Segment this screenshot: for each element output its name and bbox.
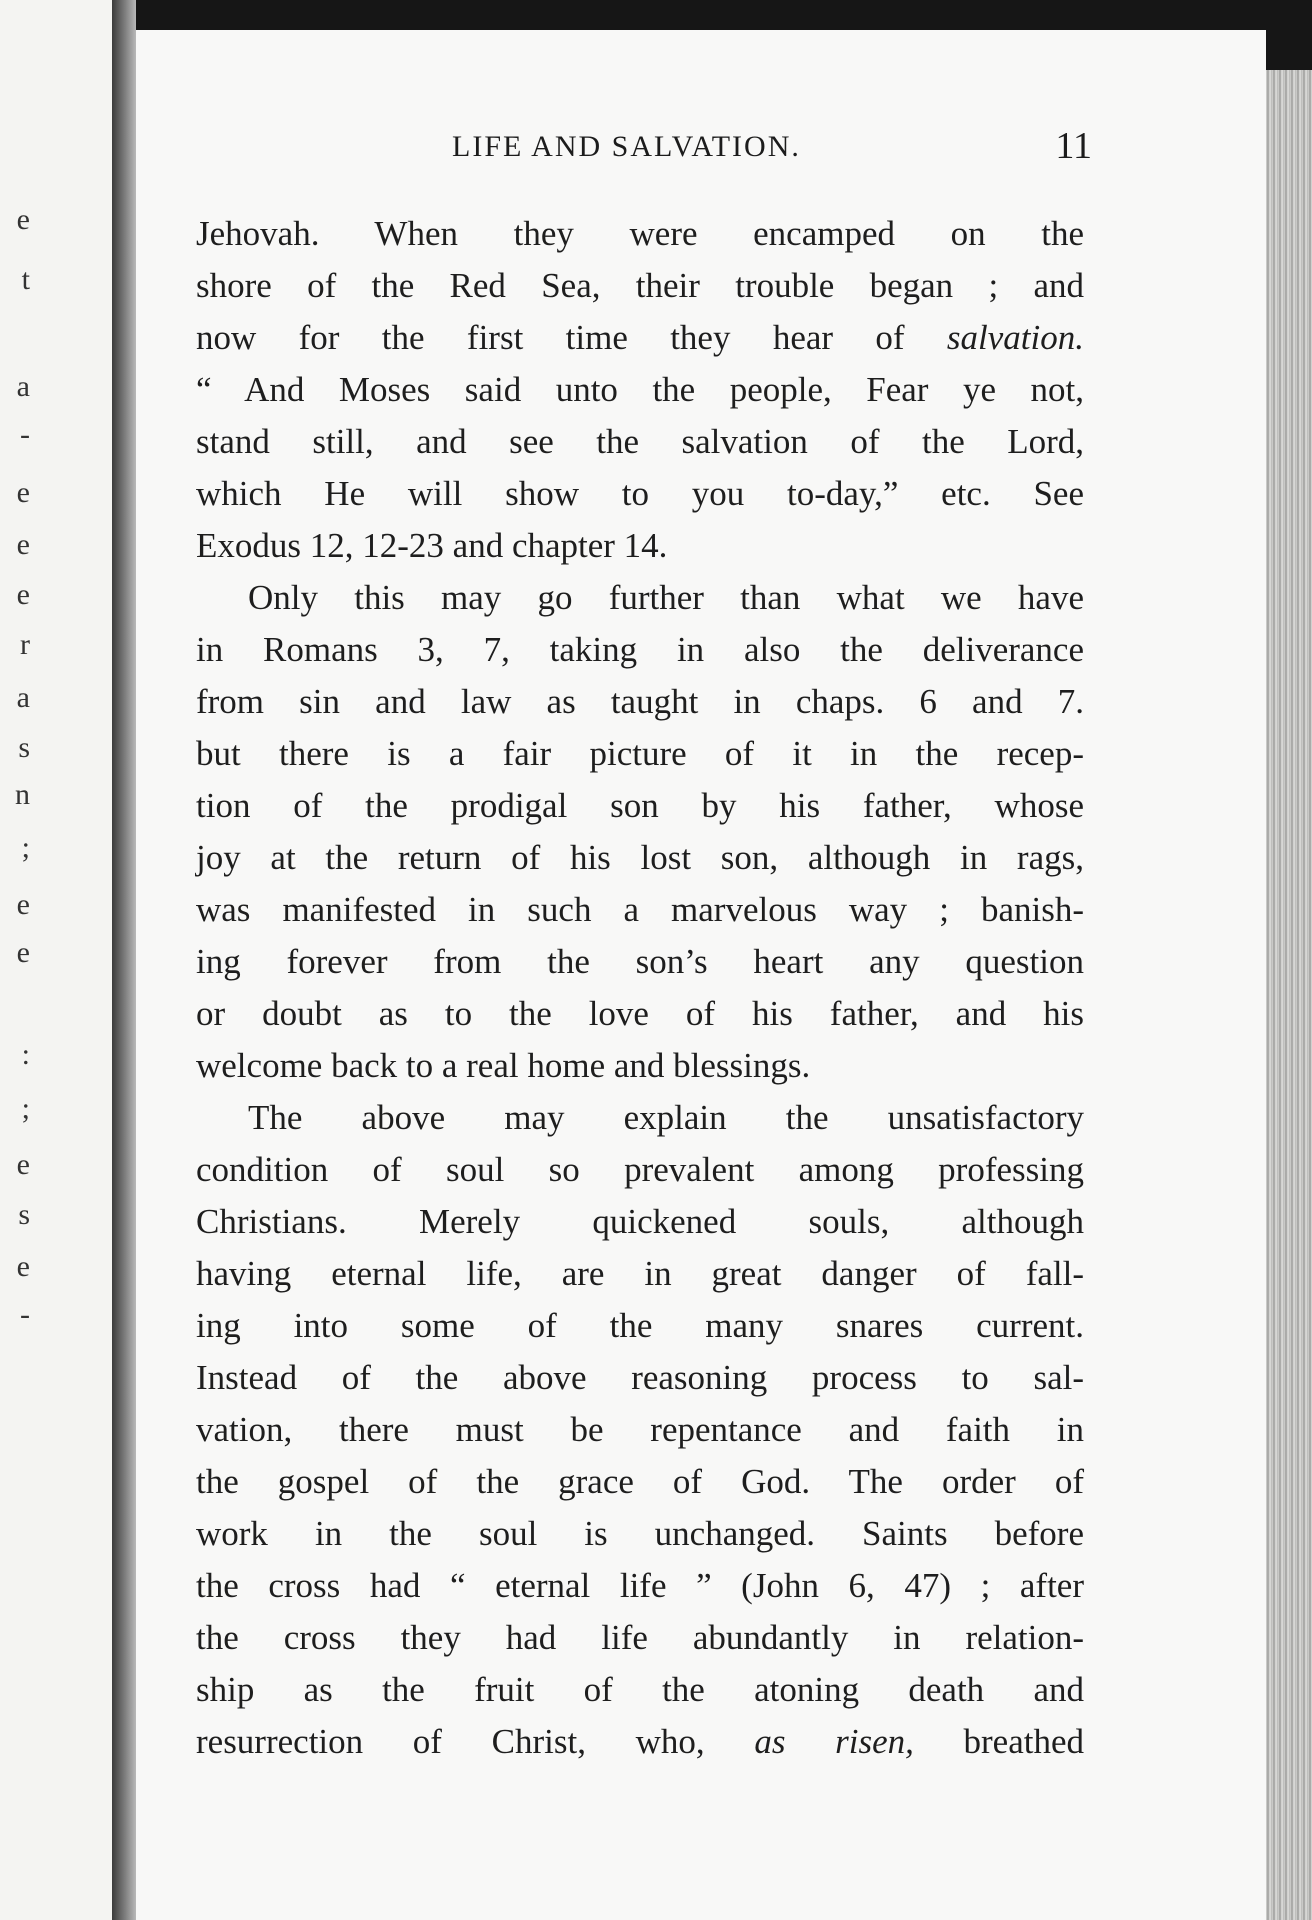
text-line <box>196 936 1084 988</box>
text-run: was manifested in such a marvelous way ; banish- <box>196 890 1084 929</box>
running-head <box>452 125 1092 174</box>
text-run: resurrection of Christ, who, <box>196 1722 755 1761</box>
text-run: having eternal life, are in great danger of fall- <box>196 1254 1084 1293</box>
text-line <box>196 1508 1084 1560</box>
prev-page-fragment: e <box>16 1148 30 1181</box>
text-line <box>196 1404 1084 1456</box>
text-run: shore of the Red Sea, their trouble began ; and <box>196 266 1084 305</box>
text-line <box>196 884 1084 936</box>
text-run: which He will show to you to-day,” etc. See <box>196 474 1084 513</box>
text-line <box>196 780 1084 832</box>
text-run: “ And Moses said unto the people, Fear ye not, <box>196 370 1084 409</box>
text-line <box>196 1352 1084 1404</box>
prev-page-fragment: e <box>16 476 30 509</box>
text-line <box>196 1664 1084 1716</box>
text-run: tion of the prodigal son by his father, whose <box>196 786 1084 825</box>
text-run: but there is a fair picture of it in the recep- <box>196 734 1084 773</box>
text-line <box>196 832 1084 884</box>
prev-page-fragment: e <box>16 1250 30 1283</box>
prev-page-fragment: e <box>16 203 30 236</box>
italic-text-run: salvation. <box>946 318 1084 357</box>
prev-page-fragment: n <box>15 778 30 811</box>
text-line <box>196 416 1084 468</box>
text-line <box>196 1456 1084 1508</box>
text-run: Only this may go further than what we have <box>248 578 1084 617</box>
text-line <box>196 1144 1084 1196</box>
text-line <box>196 1248 1084 1300</box>
text-line <box>196 572 1084 624</box>
text-line <box>196 1040 1084 1092</box>
text-line <box>196 1196 1084 1248</box>
text-line <box>196 364 1084 416</box>
page-number: 11 <box>1055 125 1092 167</box>
text-run: stand still, and see the salvation of the Lord, <box>196 422 1084 461</box>
prev-page-fragment: - <box>20 1298 30 1331</box>
book-gutter <box>112 0 136 1920</box>
prev-page-fragment: r <box>20 628 30 661</box>
text-run: the gospel of the grace of God. The order of <box>196 1462 1084 1501</box>
text-line <box>196 728 1084 780</box>
text-run: from sin and law as taught in chaps. 6 and 7. <box>196 682 1084 721</box>
text-run: breathed <box>913 1722 1085 1761</box>
text-line <box>196 520 1084 572</box>
text-run: the cross had “ eternal life ” (John 6, 47) ; after <box>196 1566 1084 1605</box>
prev-page-fragment: e <box>16 936 30 969</box>
text-line <box>196 1300 1084 1352</box>
text-line <box>196 1560 1084 1612</box>
prev-page-fragment: e <box>16 578 30 611</box>
text-run: condition of soul so prevalent among professing <box>196 1150 1084 1189</box>
prev-page-fragment: - <box>20 418 30 451</box>
text-line <box>196 468 1084 520</box>
text-run: ship as the fruit of the atoning death and <box>196 1670 1084 1709</box>
prev-page-fragment: a <box>16 370 30 403</box>
prev-page-fragment: s <box>18 1198 30 1231</box>
text-line <box>196 624 1084 676</box>
text-run: Christians. Merely quickened souls, although <box>196 1202 1084 1241</box>
running-title: LIFE AND SALVATION. <box>452 130 801 163</box>
text-line <box>196 260 1084 312</box>
text-run: now for the first time they hear of <box>196 318 947 357</box>
prev-page-fragment: ; <box>21 831 30 864</box>
text-line <box>196 676 1084 728</box>
prev-page-fragment: e <box>16 528 30 561</box>
text-line <box>196 312 1084 364</box>
text-line <box>196 1092 1084 1144</box>
text-run: Instead of the above reasoning process to sal- <box>196 1358 1084 1397</box>
text-run: welcome back to a real home and blessings. <box>196 1046 811 1085</box>
prev-page-fragment: e <box>16 888 30 921</box>
prev-page-fragment: t <box>21 263 30 296</box>
previous-page-edge <box>0 0 112 1920</box>
body-text <box>196 208 1084 1768</box>
text-line <box>196 1612 1084 1664</box>
text-run: Exodus 12, 12-23 and chapter 14. <box>196 526 668 565</box>
text-line <box>196 988 1084 1040</box>
prev-page-fragment: ; <box>21 1092 30 1125</box>
text-run: joy at the return of his lost son, although in rags, <box>196 838 1084 877</box>
text-run: Jehovah. When they were encamped on the <box>196 214 1084 253</box>
text-run: in Romans 3, 7, taking in also the deliverance <box>196 630 1084 669</box>
text-run: vation, there must be repentance and faith in <box>196 1410 1084 1449</box>
text-run: ing into some of the many snares current. <box>196 1306 1084 1345</box>
text-run: ing forever from the son’s heart any question <box>196 942 1084 981</box>
text-run: or doubt as to the love of his father, and his <box>196 994 1084 1033</box>
text-run: the cross they had life abundantly in relation- <box>196 1618 1084 1657</box>
text-line <box>196 1716 1084 1768</box>
prev-page-fragment: s <box>18 731 30 764</box>
prev-page-fragment: : <box>21 1038 30 1071</box>
text-run: The above may explain the unsatisfactory <box>248 1098 1084 1137</box>
page-block-edge <box>1266 70 1312 1920</box>
text-run: work in the soul is unchanged. Saints before <box>196 1514 1084 1553</box>
italic-text-run: as risen, <box>754 1722 914 1761</box>
prev-page-fragment: a <box>16 681 30 714</box>
text-line <box>196 208 1084 260</box>
